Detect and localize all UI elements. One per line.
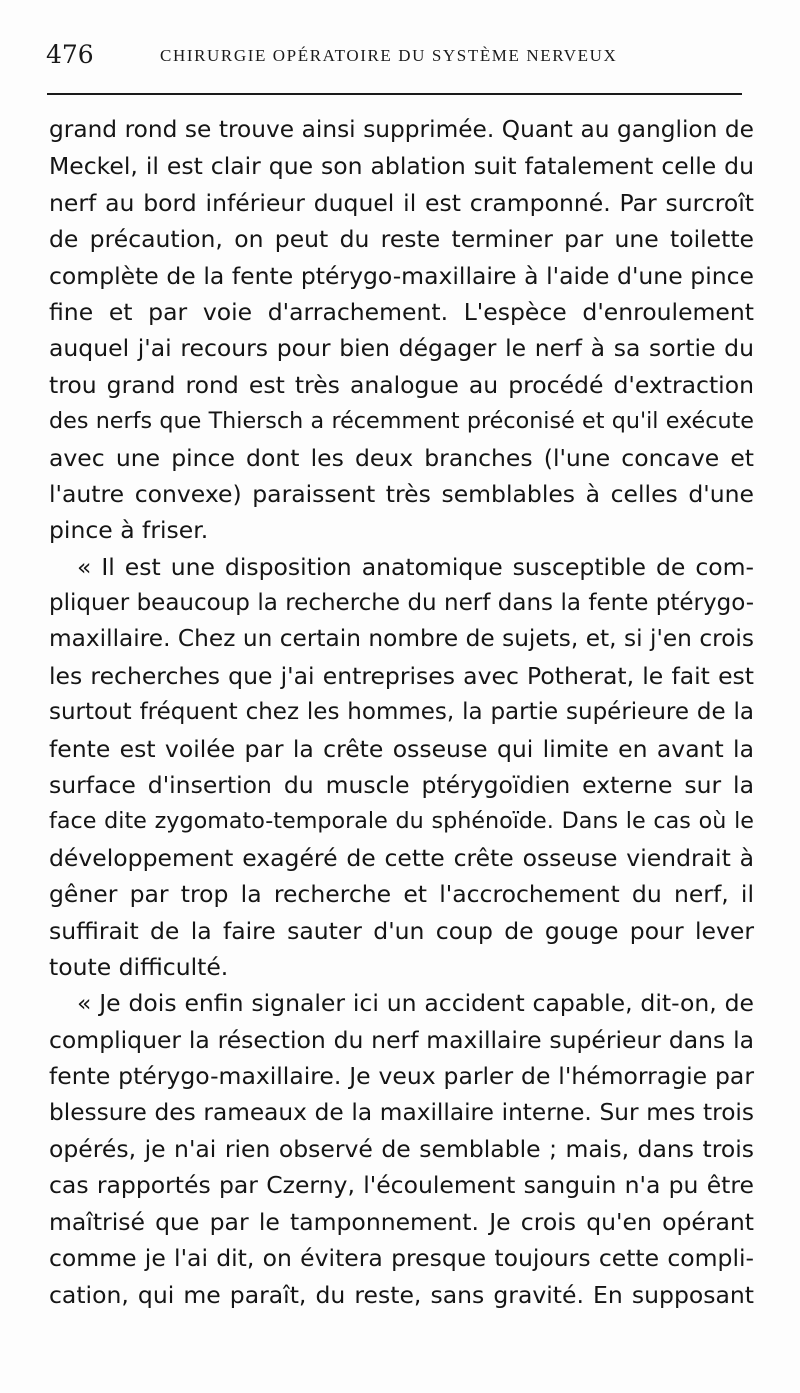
text-line: maxillaire. Chez un certain nombre de sujets, et, si j'en crois [49, 625, 754, 653]
text-line: fine et par voie d'arrachement. L'espèce d'enroulement [49, 297, 754, 326]
text-line: toute difficulté. [49, 952, 229, 981]
text-line: avec une pince dont les deux branches (l'une concave et [49, 443, 754, 472]
text-line: cation, qui me paraît, du reste, sans gravité. En supposant [49, 1280, 754, 1309]
text-line: cas rapportés par Czerny, l'écoulement sanguin n'a pu être [49, 1171, 754, 1200]
text-line: Meckel, il est clair que son ablation suit fatalement celle du [49, 152, 754, 181]
body-text [49, 112, 754, 1313]
text-line: comme je l'ai dit, on évitera presque toujours cette compli- [49, 1244, 754, 1273]
text-line: trou grand rond est très analogue au procédé d'extraction [49, 370, 754, 399]
text-line: face dite zygomato-temporale du sphénoïde. Dans le cas où le [49, 808, 754, 835]
text-line: maîtrisé que par le tamponnement. Je crois qu'en opérant [49, 1207, 754, 1236]
page-number: 476 [46, 40, 94, 69]
page-header [46, 40, 756, 76]
text-line: suffirait de la faire sauter d'un coup de gouge pour lever [49, 916, 754, 945]
text-line: pliquer beaucoup la recherche du nerf dans la fente ptérygo- [49, 590, 754, 617]
text-line: des nerfs que Thiersch a récemment préconisé et qu'il exécute [49, 408, 754, 435]
text-line: surtout fréquent chez les hommes, la partie supérieure de la [49, 699, 754, 726]
text-line: auquel j'ai recours pour bien dégager le nerf à sa sortie du [49, 334, 754, 363]
text-line: grand rond se trouve ainsi supprimée. Quant au ganglion de [49, 116, 754, 143]
text-line: nerf au bord inférieur duquel il est cramponné. Par surcroît [49, 188, 754, 217]
text-line: l'autre convexe) paraissent très semblables à celles d'une [49, 479, 754, 508]
running-title: CHIRURGIE OPÉRATOIRE DU SYSTÈME NERVEUX [160, 46, 618, 65]
text-line: fente est voilée par la crête osseuse qui limite en avant la [49, 734, 754, 763]
header-rule [47, 93, 742, 95]
text-line: gêner par trop la recherche et l'accrochement du nerf, il [49, 880, 754, 909]
text-line: pince à friser. [49, 516, 209, 545]
text-line: « Je dois enfin signaler ici un accident capable, dit-on, de [77, 989, 754, 1018]
text-line: développement exagéré de cette crête osseuse viendrait à [49, 843, 754, 872]
text-line: opérés, je n'ai rien observé de semblable ; mais, dans trois [49, 1134, 754, 1163]
text-line: fente ptérygo-maxillaire. Je veux parler de l'hémorragie par [49, 1062, 754, 1091]
text-line: blessure des rameaux de la maxillaire interne. Sur mes trois [49, 1098, 754, 1126]
text-line: les recherches que j'ai entreprises avec Potherat, le fait est [49, 661, 754, 690]
text-line: complète de la fente ptérygo-maxillaire à l'aide d'une pince [49, 261, 754, 290]
text-line: de précaution, on peut du reste terminer par une toilette [49, 225, 754, 254]
text-line: surface d'insertion du muscle ptérygoïdien externe sur la [49, 771, 754, 800]
text-line: compliquer la résection du nerf maxillaire supérieur dans la [49, 1025, 754, 1054]
text-line: « Il est une disposition anatomique susceptible de com- [77, 552, 754, 581]
